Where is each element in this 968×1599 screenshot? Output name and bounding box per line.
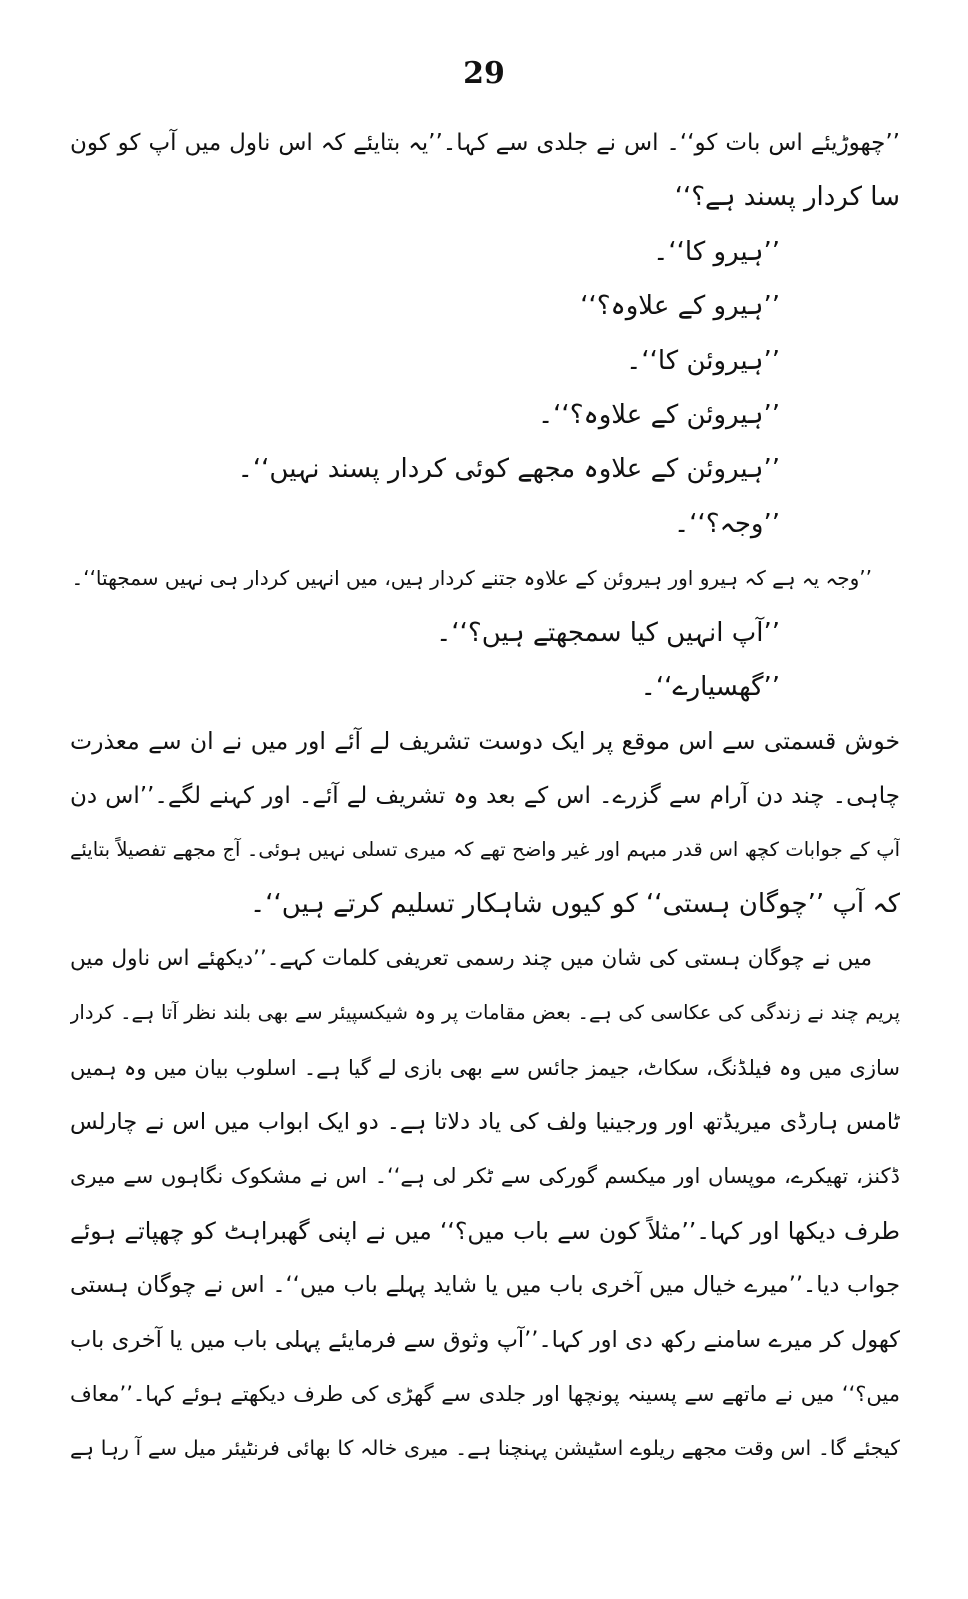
text-line: ’’وجہ یہ ہے کہ ہیرو اور ہیروئن کے علاوہ جتنے کردار ہیں، میں انہیں کردار ہی نہیں سمجھتا‘‘۔	[71, 566, 872, 591]
text-line: میں؟‘‘ میں نے ماتھے سے پسینہ پونچھا اور جلدی سے گھڑی کی طرف دیکھتے ہوئے کہا۔’’معاف	[70, 1381, 900, 1406]
text-line: کیجئے گا۔ اس وقت مجھے ریلوے اسٹیشن پہنچنا ہے۔ میری خالہ کا بھائی فرنٹیئر میل سے آ رہا ہے	[70, 1436, 900, 1461]
text-line: کہ آپ ’’چوگان ہستی‘‘ کو کیوں شاہکار تسلیم کرتے ہیں‘‘۔	[250, 889, 900, 920]
text-line: سازی میں وہ فیلڈنگ، سکاٹ، جیمز جائس سے بھی بازی لے گیا ہے۔ اسلوب بیان میں وہ ہمیں	[70, 1055, 900, 1080]
text-line: ’’وجہ؟‘‘۔	[674, 508, 780, 539]
text-line: ’’ہیروئن کا‘‘۔	[626, 345, 780, 376]
page-number: 29	[463, 56, 505, 91]
text-line: آپ کے جوابات کچھ اس قدر مبہم اور غیر واضح تھے کہ میری تسلی نہیں ہوئی۔ آج مجھے تفصیلاً بتایئے	[70, 838, 900, 862]
text-line: میں نے چوگان ہستی کی شان میں چند رسمی تعریفی کلمات کہے۔’’دیکھئے اس ناول میں	[70, 945, 872, 971]
text-line: پریم چند نے زندگی کی عکاسی کی ہے۔ بعض مقامات پر وہ شیکسپیئر سے بھی بلند نظر آتا ہے۔ کردار	[70, 1001, 900, 1025]
text-line: سا کردار پسند ہے؟‘‘	[674, 182, 900, 213]
text-line: ٹامس ہارڈی میریڈتھ اور ورجینیا ولف کی یاد دلاتا ہے۔ دو ایک ابواب میں اس نے چارلس	[70, 1109, 900, 1136]
text-line: ’’ہیروئن کے علاوہ؟‘‘۔	[537, 399, 780, 430]
text-line: جواب دیا۔’’میرے خیال میں آخری باب میں یا شاید پہلے باب میں‘‘۔ اس نے چوگان ہستی	[70, 1272, 900, 1299]
text-line: ’’گھسیارے‘‘۔	[640, 671, 780, 702]
text-line: چاہی۔ چند دن آرام سے گزرے۔ اس کے بعد وہ تشریف لے آئے۔ اور کہنے لگے۔’’اس دن	[70, 782, 900, 809]
text-line: ’’چھوڑیئے اس بات کو‘‘۔ اس نے جلدی سے کہا۔’’یہ بتایئے کہ اس ناول میں آپ کو کون	[70, 130, 900, 156]
text-line: ’’ہیرو کا‘‘۔	[653, 236, 780, 267]
text-line: خوش قسمتی سے اس موقع پر ایک دوست تشریف لے آئے اور میں نے ان سے معذرت	[70, 727, 900, 756]
text-line: ڈکنز، تھیکرے، موپساں اور میکسم گورکی سے ٹکر لی ہے‘‘۔ اس نے مشکوک نگاہوں سے میری	[70, 1164, 900, 1189]
text-line: ’’ہیروئن کے علاوہ مجھے کوئی کردار پسند نہیں‘‘۔	[237, 454, 780, 485]
text-line: ’’آپ انہیں کیا سمجھتے ہیں؟‘‘۔	[436, 617, 780, 648]
text-line: کھول کر میرے سامنے رکھ دی اور کہا۔’’آپ وثوق سے فرمایئے پہلی باب میں یا آخری باب	[70, 1326, 900, 1353]
text-line: طرف دیکھا اور کہا۔’’مثلاً کون سے باب میں؟‘‘ میں نے اپنی گھبراہٹ کو چھپاتے ہوئے	[70, 1216, 900, 1245]
page-body-text	[70, 116, 900, 1476]
text-line: ’’ہیرو کے علاوہ؟‘‘	[580, 291, 780, 322]
